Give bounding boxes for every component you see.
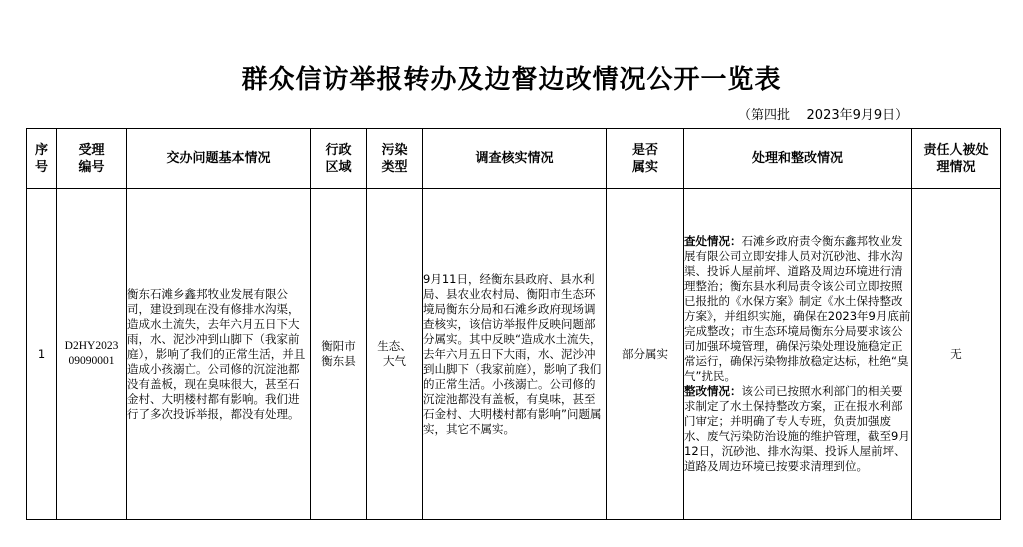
table-header-row bbox=[27, 129, 1001, 189]
cell-verified: 部分属实 bbox=[607, 189, 684, 520]
handling-text-rectification: 该公司已按照水利部门的相关要求制定了水土保持整改方案，正在报水利部门审定；并明确了专人专班，负责加强废水、废气污染防治设施的维护管理，截至9月12日，沉砂池、排水沟渠、投诉人屋前坪、道路及周边环境已按要求清理到位。 bbox=[684, 384, 910, 473]
handling-text-investigation: 石滩乡政府责令衡东鑫邦牧业发展有限公司立即安排人员对沉砂池、排水沟渠、投诉人屋前坪、道路及周边环境进行清理整治；衡东县水利局责令该公司立即按照已报批的《水保方案》制定《水土保持整改方案》，并组织实施，确保在2023年9月底前完成整改；市生态环境局衡东分局要求该公司加强环境管理，确保污染处理设施稳定正常运行，确保污染物排放稳定达标，杜绝“臭气”扰民。 bbox=[684, 234, 911, 383]
header-accountability: 责任人被处 理情况 bbox=[912, 129, 1001, 189]
cell-issue: 衡东石滩乡鑫邦牧业发展有限公司，建设到现在没有修排水沟渠，造成水土流失，去年六月五日下大雨，水、泥沙冲到山脚下（我家前庭），影响了我们的正常生活，并且造成小孩溺亡。公司修的沉淀池都没有盖板，现在臭味很大，甚至石金村、大明楼村都有影响。我们进行了多次投诉举报，都没有处理。 bbox=[127, 189, 311, 520]
page-title: 群众信访举报转办及边督边改情况公开一览表 bbox=[241, 65, 782, 95]
batch-date-note: （第四批 2023年9月9日） bbox=[738, 108, 909, 123]
table-row bbox=[27, 189, 1001, 520]
cell-accountability: 无 bbox=[912, 189, 1001, 520]
header-verified: 是否 属实 bbox=[607, 129, 684, 189]
header-seq: 序 号 bbox=[27, 129, 57, 189]
cell-region: 衡阳市 衡东县 bbox=[311, 189, 367, 520]
cell-code: D2HY2023 09090001 bbox=[57, 189, 127, 520]
disclosure-table bbox=[26, 128, 1001, 520]
cell-investigation: 9月11日，经衡东县政府、县水利局、县农业农村局、衡阳市生态环境局衡东分局和石滩乡政府现场调查核实，该信访举报件反映问题部分属实。其中反映“造成水土流失，去年六月五日下大雨，水、泥沙冲到山脚下（我家前庭），影响了我们的正常生活。小孩溺亡。公司修的沉淀池都没有盖板，有臭味，甚至石金村、大明楼村都有影响”问题属实，其它不属实。 bbox=[423, 189, 607, 520]
handling-label-investigation: 查处情况： bbox=[684, 234, 742, 248]
header-region: 行政 区域 bbox=[311, 129, 367, 189]
header-investigation: 调查核实情况 bbox=[423, 129, 607, 189]
handling-label-rectification: 整改情况： bbox=[684, 384, 742, 398]
cell-handling bbox=[684, 189, 912, 520]
cell-pollution-type: 生态、 大气 bbox=[367, 189, 423, 520]
header-issue: 交办问题基本情况 bbox=[127, 129, 311, 189]
cell-seq: 1 bbox=[27, 189, 57, 520]
header-pollution-type: 污染 类型 bbox=[367, 129, 423, 189]
header-code: 受理 编号 bbox=[57, 129, 127, 189]
header-handling: 处理和整改情况 bbox=[684, 129, 912, 189]
